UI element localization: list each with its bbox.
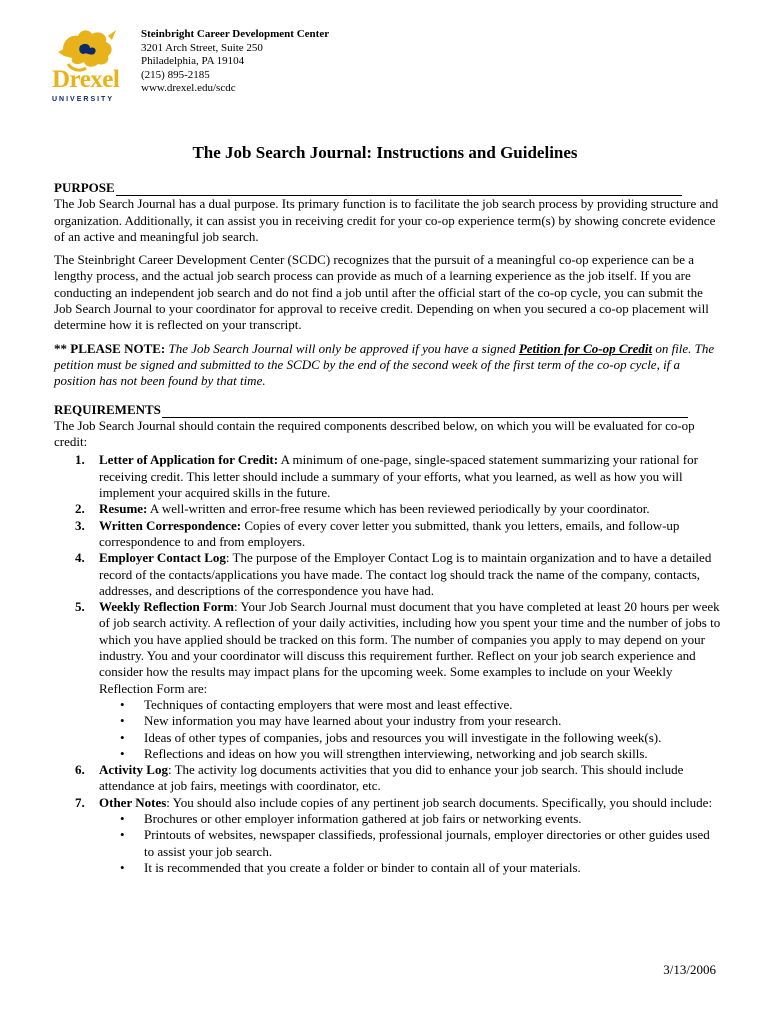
address-line-1: 3201 Arch Street, Suite 250 [141,41,263,54]
item-number: 7. [75,794,85,810]
bullet-item [99,713,722,729]
item-number: 2. [75,501,85,517]
list-item [54,795,722,876]
item-text: : Your Job Search Journal must document that you have completed at least 20 hours per week of job search activity. A reflection of your daily activities, including how you spent your time and the number of jobs to which you have applied should be tracked on this form. The number of companies you apply to may depend on your industry. You and your coordinator will discuss this requirement further. Reflect on your job search experience and consider how the results may impact plans for the upcoming week. Some examples to include on your Weekly Reflection Form are: [99,599,721,696]
address-block [141,28,329,96]
logo-wordmark: Drexel [52,66,120,93]
bullet-icon: • [120,729,125,745]
item-number: 5. [75,599,85,615]
logo-subtext: UNIVERSITY [52,96,115,103]
bullet-item [99,827,722,860]
bullet-item [99,860,722,876]
item-number: 1. [75,452,85,468]
bullet-icon: • [120,810,125,826]
item-label: Activity Log [99,762,168,778]
requirements-intro: The Job Search Journal should contain the required components described below, on which you will be evaluated for co-op credit: [54,417,695,450]
bullet-text: New information you may have learned about your industry from your research. [144,713,562,729]
item-number: 4. [75,550,85,566]
requirements-list [54,452,722,876]
list-item [54,518,722,551]
bullet-item [99,697,722,713]
bullet-text: Printouts of websites, newspaper classifieds, professional journals, employer directories or other guides used to assist your job search. [144,827,710,859]
requirements-heading [54,402,722,418]
bullet-text: Techniques of contacting employers that were most and least effective. [144,696,513,712]
petition-link[interactable]: Petition for Co-op Credit [518,340,653,356]
document-body [54,180,722,876]
reflection-bullets [99,697,722,762]
bullet-text: Reflections and ideas on how you will strengthen interviewing, networking and job search skills. [144,745,648,761]
bullet-icon: • [120,745,125,761]
please-note-label: ** PLEASE NOTE: [54,340,166,356]
item-label: Resume: [99,501,148,517]
item-text: : You should also include copies of any pertinent job search documents. Specifically, you should include: [166,794,713,810]
bullet-icon: • [120,827,125,843]
item-number: 6. [75,762,85,778]
bullet-text: Ideas of other types of companies, jobs and resources you will investigate in the following week(s). [144,729,662,745]
please-note-text-1: The Job Search Journal will only be approved if you have a signed [165,340,519,356]
purpose-heading-rule [116,184,682,196]
item-text: A minimum of one-page, single-spaced statement summarizing your rational for receiving credit. This letter should include a summary of your efforts, what you learned, as well as how you will implement your acquired skills in the future. [99,452,698,501]
other-notes-bullets [99,811,722,876]
item-number: 3. [75,517,85,533]
bullet-text: It is recommended that you create a folder or binder to contain all of your materials. [144,859,581,875]
website-url: www.drexel.edu/scdc [141,82,236,94]
please-note [54,341,722,390]
bullet-text: Brochures or other employer information gathered at job fairs or networking events. [144,810,582,826]
requirements-heading-rule [162,406,688,418]
item-text: A well-written and error-free resume which has been reviewed periodically by your coordinator. [147,501,650,517]
address-line-2: Philadelphia, PA 19104 [141,55,245,67]
drexel-logo [50,22,122,106]
bullet-item [99,811,722,827]
bullet-item [99,730,722,746]
purpose-paragraph-2: The Steinbright Career Development Center (SCDC) recognizes that the pursuit of a meaningful co-op experience can be a lengthy process, and the actual job search process can provide as much of a learning experience as the job itself. If you are conducting an independent job search and do not find a job until after the official start of the co-op cycle, you can submit the Job Search Journal to your coordinator for approval to receive credit. Depending on when you secured a co-op placement will determine how it is reflected on your transcript. [54,252,709,333]
item-label: Other Notes [99,794,167,810]
list-item [54,501,722,517]
bullet-icon: • [120,859,125,875]
please-note-text-2: on file. The petition must be signed and submitted to the SCDC by the end of the second week of the first term of the co-op cycle, if a position has not been found by that time. [54,340,715,389]
item-label: Weekly Reflection Form [99,599,235,615]
list-item [54,762,722,795]
item-label: Written Correspondence: [99,517,242,533]
list-item [54,452,722,501]
item-text: Copies of every cover letter you submitted, thank you letters, emails, and follow-up correspondence to and from employers. [99,517,680,549]
item-label: Letter of Application for Credit: [99,452,279,468]
list-item [54,599,722,762]
purpose-paragraph-1: The Job Search Journal has a dual purpose. Its primary function is to facilitate the job search process by providing structure and organization. Additionally, it can assist you in receiving credit for your co-op experience term(s) by showing concrete evidence of an active and meaningful job search. [54,196,719,244]
item-text: : The purpose of the Employer Contact Log is to maintain organization and to have a detailed record of the contacts/applications you have made. The contact log should track the name of the company, contacts, addresses, and descriptions of the correspondence you have had. [99,550,712,598]
bullet-icon: • [120,696,125,712]
bullet-item [99,746,722,762]
bullet-icon: • [120,713,125,729]
purpose-heading-text: PURPOSE [54,180,115,195]
item-label: Employer Contact Log [99,550,226,566]
item-text: : The activity log documents activities that you did to enhance your job search. This should include attendance at job fairs, meetings with coordinator, etc. [99,762,684,794]
document-date: 3/13/2006 [663,962,716,977]
purpose-heading [54,180,722,196]
phone-number: (215) 895-2185 [141,68,210,81]
requirements-heading-text: REQUIREMENTS [54,401,161,417]
document-title: The Job Search Journal: Instructions and Guidelines [192,143,578,162]
list-item [54,550,722,599]
organization-name: Steinbright Career Development Center [141,28,330,40]
